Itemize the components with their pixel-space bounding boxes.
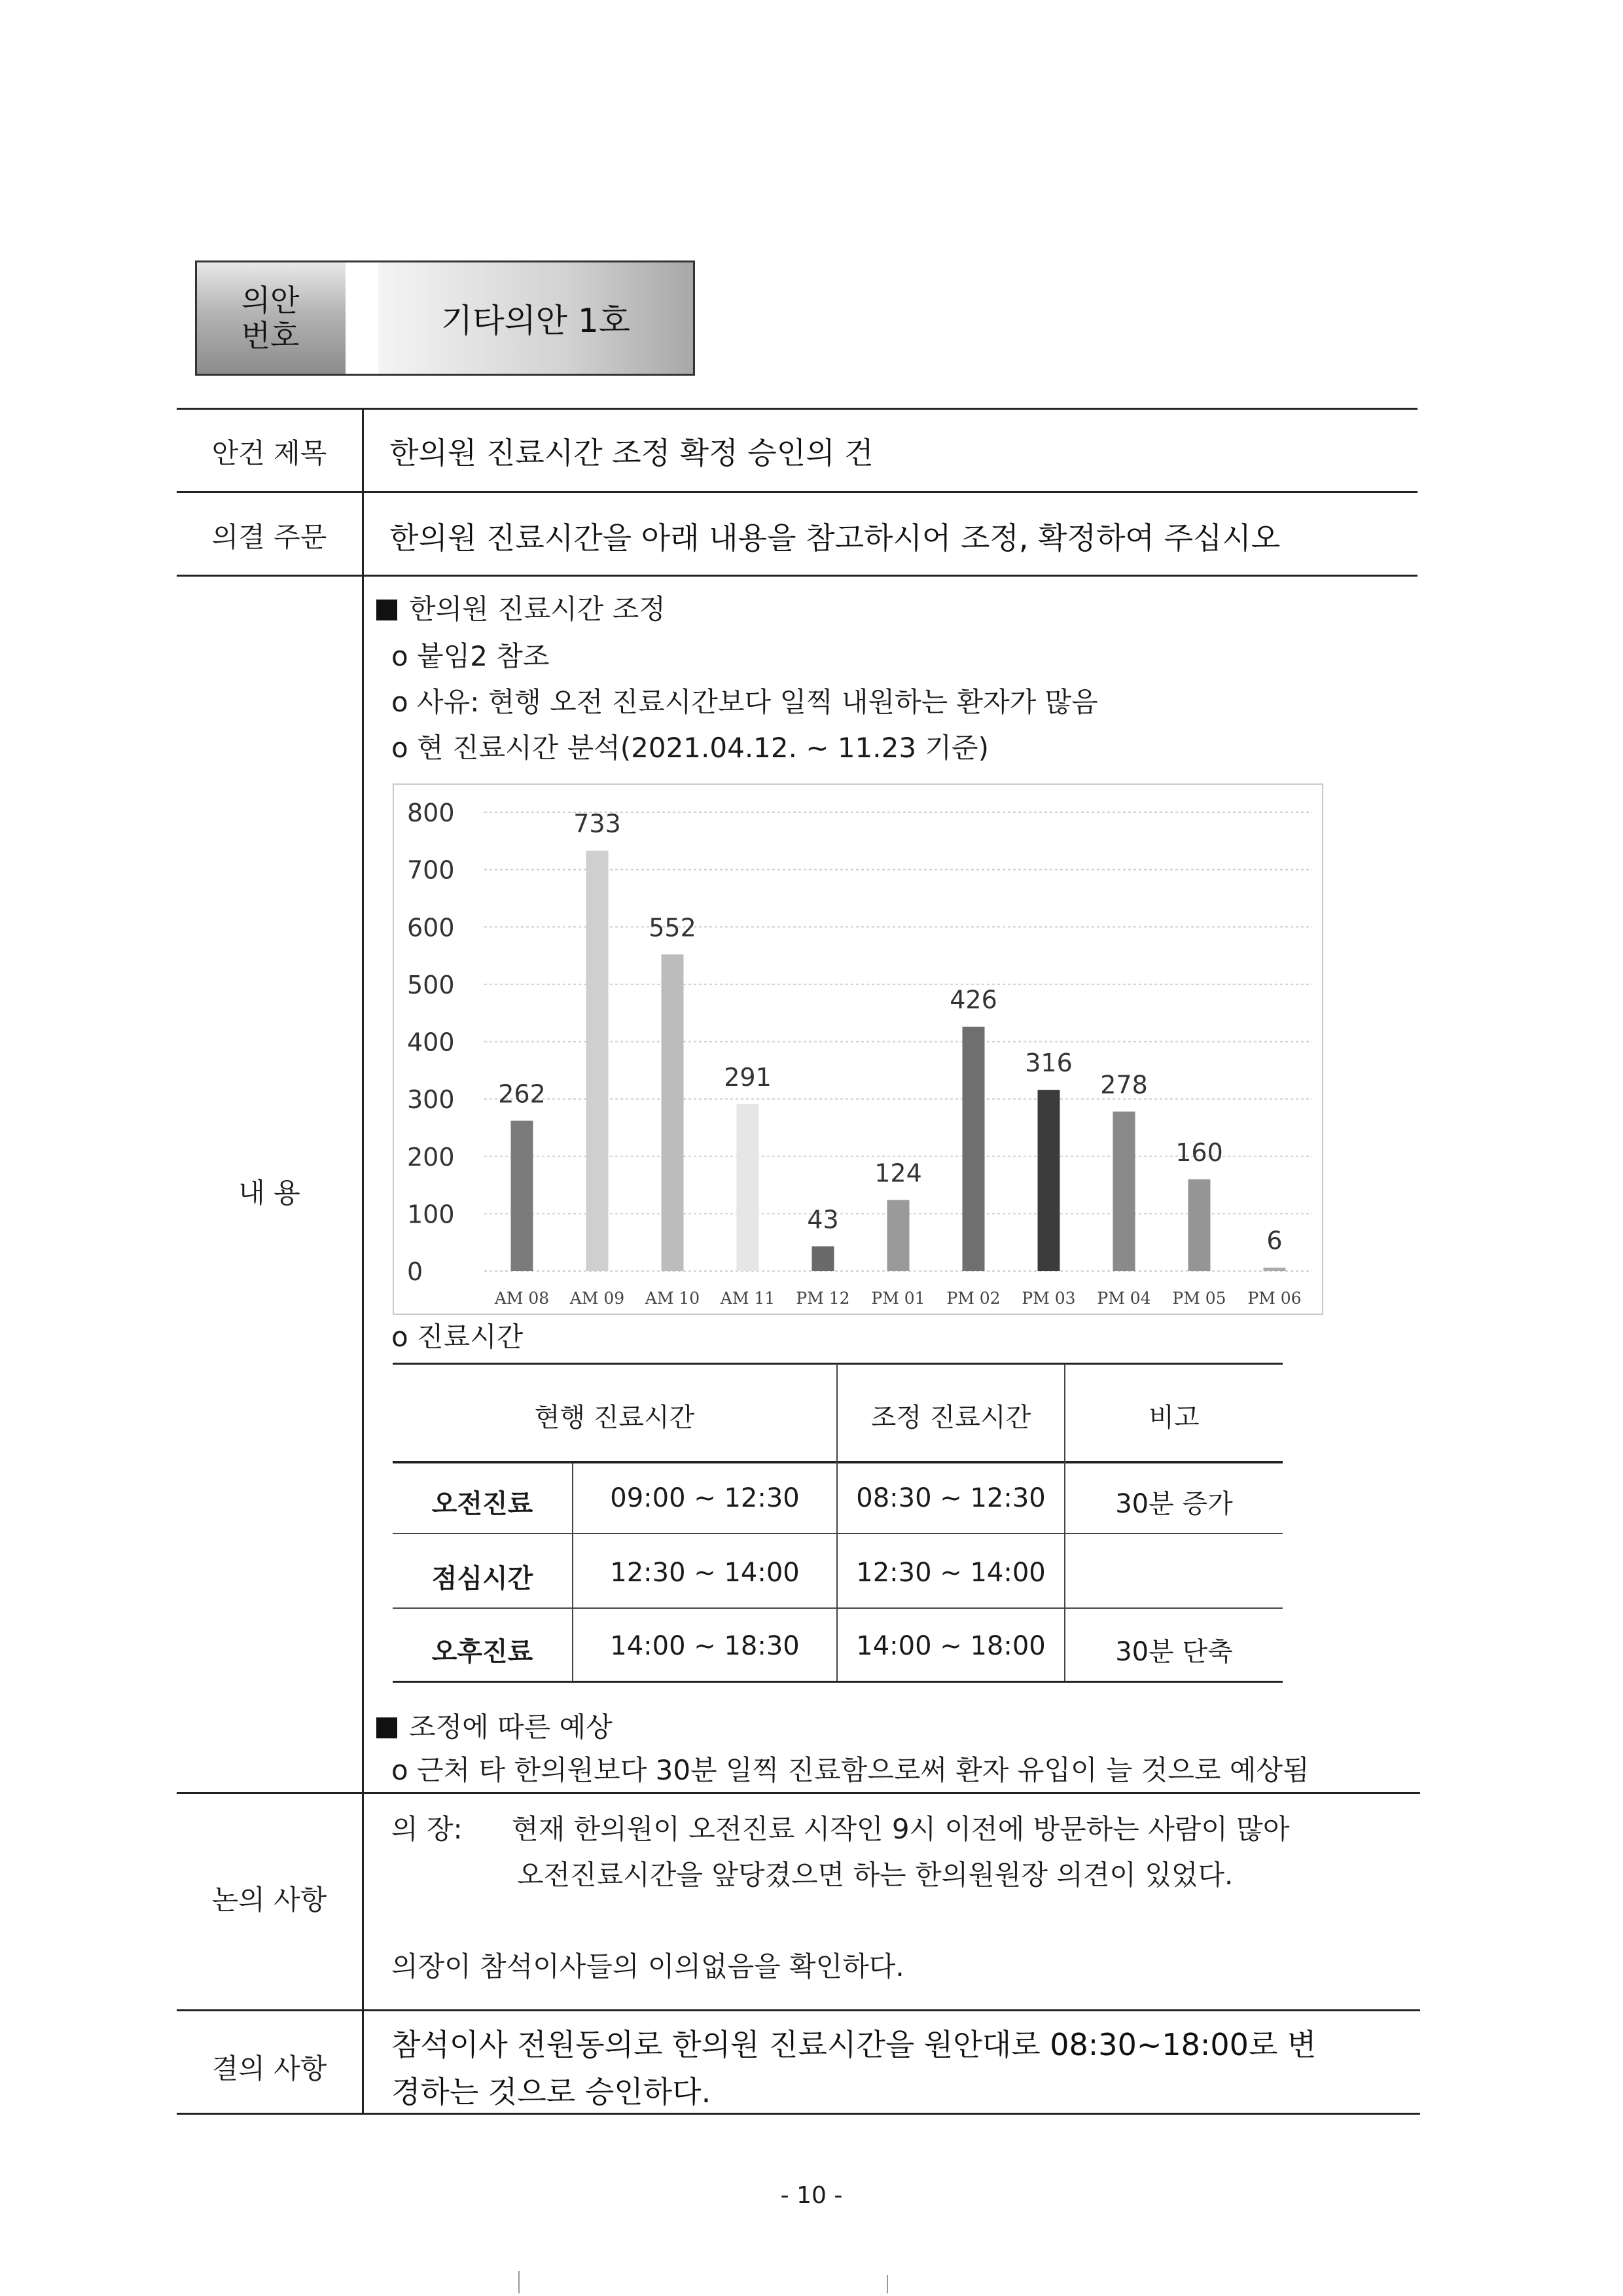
x-tick-label: PM 03 [1022,1289,1076,1308]
hours-table-row-line [393,1607,1283,1609]
row-morning-adjusted: 08:30 ~ 12:30 [856,1483,1046,1513]
agenda-number: 기타의안 1호 [378,260,695,376]
bar-chart [393,783,1323,1315]
data-label: 6 [1266,1226,1283,1255]
y-tick-label: 0 [407,1257,423,1286]
row-lunch-adjusted: 12:30 ~ 14:00 [856,1558,1046,1588]
content-label: 내 용 [238,1177,300,1209]
y-tick-label: 100 [407,1200,455,1229]
badge-divider [346,262,378,374]
bar [963,1027,985,1271]
square-bullet-icon [376,600,397,620]
bar [737,1104,759,1271]
y-tick-label: 700 [407,855,455,885]
data-label: 316 [1025,1049,1073,1078]
bar [812,1246,834,1271]
hours-table-row-line [393,1533,1283,1534]
bar [1188,1179,1211,1271]
table-column-divider [362,408,364,2114]
agenda-number-label [195,260,346,376]
bar [662,954,684,1271]
x-tick-label: AM 09 [569,1289,625,1308]
x-tick-label: PM 01 [871,1289,925,1308]
discussion-label: 논의 사항 [211,1884,327,1916]
bullet-analysis: o 현 진료시간 분석(2021.04.12. ~ 11.23 기준) [391,732,989,764]
row-morning-name: 오전진료 [431,1489,533,1519]
data-label: 426 [950,985,997,1014]
x-tick-label: AM 11 [720,1289,776,1308]
section-title-text: 한의원 진료시간 조정 [409,593,666,625]
x-tick-label: AM 10 [645,1289,700,1308]
row-afternoon-note: 30분 단축 [1115,1637,1233,1667]
bar [1264,1268,1286,1271]
hours-table-bottom [393,1681,1283,1683]
agenda-label-line2: 번호 [241,318,300,353]
bar [1113,1111,1135,1271]
discussion-speaker: 의 장: [391,1813,463,1845]
order-label: 의결 주문 [211,521,327,553]
discussion-line1: 현재 한의원이 오전진료 시작인 9시 이전에 방문하는 사람이 많아 [512,1813,1290,1845]
x-tick-label: PM 05 [1172,1289,1226,1308]
resolution-line2: 경하는 것으로 승인하다. [391,2074,711,2109]
y-tick-label: 600 [407,913,455,942]
bullet-attachment: o 붙임2 참조 [391,640,550,672]
bar [586,851,609,1271]
row-morning-current: 09:00 ~ 12:30 [610,1483,800,1513]
bullet-reason: o 사유: 현행 오전 진료시간보다 일찍 내원하는 환자가 많음 [391,686,1098,718]
row-lunch-name: 점심시간 [431,1564,533,1594]
y-tick-label: 200 [407,1142,455,1172]
x-tick-label: PM 02 [946,1289,1001,1308]
header-current-hours: 현행 진료시간 [534,1403,695,1433]
scan-mark [887,2275,888,2293]
square-bullet-icon [376,1717,397,1738]
bullet-forecast: o 근처 타 한의원보다 30분 일찍 진료함으로써 환자 유입이 늘 것으로 예상됨 [391,1754,1310,1786]
y-tick-label: 800 [407,798,455,827]
resolution-line1: 참석이사 전원동의로 한의원 진료시간을 원안대로 08:30~18:00로 변 [391,2027,1317,2062]
row-morning-note: 30분 증가 [1115,1489,1233,1519]
section-title-forecast [376,1706,613,1745]
data-label: 160 [1175,1138,1223,1167]
bullet-hours: o 진료시간 [391,1321,524,1353]
hours-table-top [393,1363,1283,1365]
title-label: 안건 제목 [211,437,327,469]
data-label: 733 [573,809,621,838]
x-tick-label: AM 08 [494,1289,550,1308]
header-adjusted-hours: 조정 진료시간 [870,1403,1031,1433]
x-tick-label: PM 06 [1247,1289,1302,1308]
row-afternoon-adjusted: 14:00 ~ 18:00 [856,1631,1046,1661]
data-label: 552 [649,913,696,942]
scan-mark [518,2271,520,2293]
data-label: 291 [724,1063,772,1092]
resolution-label: 결의 사항 [211,2053,327,2085]
y-tick-label: 300 [407,1085,455,1115]
row-afternoon-name: 오후진료 [431,1637,533,1667]
section-title-text: 조정에 따른 예상 [409,1711,613,1743]
discussion-line3: 의장이 참석이사들의 이의없음을 확인하다. [391,1950,904,1982]
data-label: 278 [1100,1070,1148,1100]
hours-table-header-line [393,1461,1283,1463]
section-title-adjustment [376,588,666,627]
page-number: - 10 - [780,2182,843,2209]
row-lunch-current: 12:30 ~ 14:00 [610,1558,800,1588]
data-label: 262 [498,1079,546,1109]
discussion-line2: 오전진료시간을 앞당겼으면 하는 한의원원장 의견이 있었다. [517,1859,1234,1891]
data-label: 124 [874,1158,922,1188]
row-afternoon-current: 14:00 ~ 18:30 [610,1631,800,1661]
bar [887,1200,910,1271]
x-tick-label: PM 12 [796,1289,850,1308]
order-value: 한의원 진료시간을 아래 내용을 참고하시어 조정, 확정하여 주십시오 [389,520,1281,556]
y-tick-label: 400 [407,1028,455,1057]
bar [511,1121,533,1271]
data-label: 43 [807,1205,839,1234]
y-tick-label: 500 [407,970,455,999]
title-value: 한의원 진료시간 조정 확정 승인의 건 [389,435,874,471]
x-tick-label: PM 04 [1097,1289,1151,1308]
header-note: 비고 [1149,1403,1200,1433]
bar [1038,1090,1060,1271]
agenda-label-line1: 의안 [241,283,300,318]
